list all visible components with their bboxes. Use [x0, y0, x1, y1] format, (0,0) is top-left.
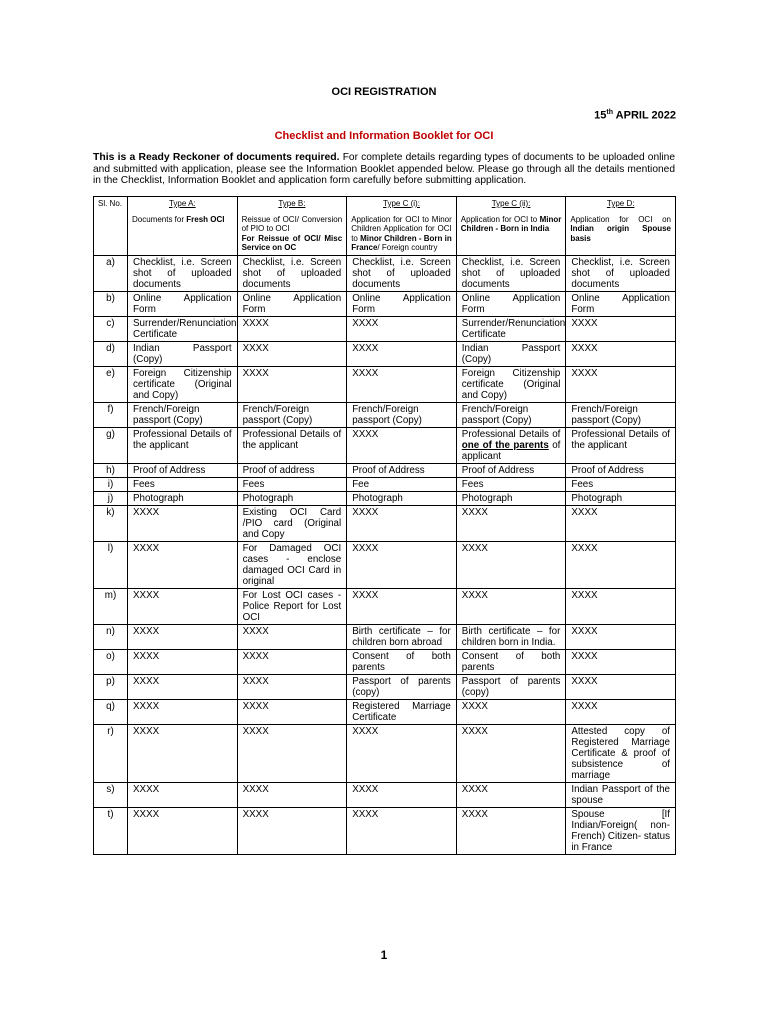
- type-c1-desc-tail: / Foreign country: [377, 243, 438, 253]
- cell-type-d: Indian Passport of the spouse: [566, 782, 676, 807]
- cell-type-a: XXXX: [128, 505, 238, 541]
- table-row: [94, 724, 676, 782]
- type-c1-desc: [351, 215, 452, 253]
- cell-type-c1: XXXX: [347, 724, 457, 782]
- type-d-desc-bold: Indian origin Spouse basis: [570, 224, 671, 243]
- type-c2-desc-bold: Minor Children - Born in India: [460, 214, 562, 234]
- cell-type-c2: French/Foreign passport (Copy): [456, 402, 566, 427]
- cell-type-d: XXXX: [566, 541, 676, 588]
- cell-type-c2: Proof of Address: [456, 463, 566, 477]
- cell-type-a: XXXX: [128, 699, 238, 724]
- cell-type-c1: Fee: [347, 477, 457, 491]
- cell-type-b: French/Foreign passport (Copy): [237, 402, 347, 427]
- table-row: [94, 649, 676, 674]
- row-sl: s): [94, 782, 128, 807]
- cell-type-c1: XXXX: [347, 427, 457, 463]
- header-type-b: [237, 197, 347, 256]
- table-row: [94, 588, 676, 624]
- intro-text: For complete details regarding types of documents to be uploaded online and submitted with application, please see the Information Booklet appended below. Please go through all the details mentioned in the Checklist, Information Booklet and application form carefully before submitting application.: [93, 152, 675, 187]
- table-row: [94, 505, 676, 541]
- cell-type-c2: XXXX: [456, 699, 566, 724]
- date-suffix: th: [606, 109, 614, 116]
- type-b-desc: Reissue of OCI/ Conversion of PIO to OCI: [241, 214, 343, 234]
- row-sl: k): [94, 505, 128, 541]
- cell-type-c2: Photograph: [456, 491, 566, 505]
- table-row: [94, 807, 676, 854]
- row-sl: r): [94, 724, 128, 782]
- table-row: [94, 477, 676, 491]
- type-c1-desc-bold: Minor Children - Born in France: [351, 233, 452, 253]
- cell-type-c2: Birth certificate – for children born in India.: [456, 624, 566, 649]
- row-sl: m): [94, 588, 128, 624]
- cell-type-a: Professional Details of the applicant: [128, 427, 238, 463]
- header-sl-no: [94, 197, 128, 256]
- cell-type-d: XXXX: [566, 366, 676, 402]
- header-type-a: [128, 197, 238, 256]
- cell-type-c2: Checklist, i.e. Screen shot of uploaded documents: [456, 255, 566, 291]
- cell-type-c2: XXXX: [456, 782, 566, 807]
- cell-emphasis: one of the parents: [461, 439, 549, 451]
- intro-bold: This is a Ready Reckoner of documents required.: [93, 152, 340, 163]
- page-subtitle: Checklist and Information Booklet for OCI: [274, 130, 494, 142]
- cell-type-d: French/Foreign passport (Copy): [566, 402, 676, 427]
- type-c2-desc-text: Application for OCI to: [460, 214, 538, 224]
- type-c1-label: Type C (i):: [383, 199, 420, 208]
- row-sl: p): [94, 674, 128, 699]
- cell-type-c1: Photograph: [347, 491, 457, 505]
- cell-type-c1: XXXX: [347, 505, 457, 541]
- cell-type-b: Professional Details of the applicant: [237, 427, 347, 463]
- cell-type-c1: XXXX: [347, 588, 457, 624]
- cell-type-b: XXXX: [237, 316, 347, 341]
- cell-type-c2: XXXX: [456, 724, 566, 782]
- table-row: [94, 402, 676, 427]
- cell-type-b: XXXX: [237, 724, 347, 782]
- cell-type-b: XXXX: [237, 674, 347, 699]
- cell-type-a: XXXX: [128, 674, 238, 699]
- row-sl: d): [94, 341, 128, 366]
- cell-type-a: XXXX: [128, 807, 238, 854]
- row-sl: f): [94, 402, 128, 427]
- document-date: [594, 109, 676, 122]
- cell-type-a: XXXX: [128, 724, 238, 782]
- cell-type-c1: French/Foreign passport (Copy): [347, 402, 457, 427]
- table-row: [94, 491, 676, 505]
- cell-type-b: Existing OCI Card /PIO card (Original and Copy: [237, 505, 347, 541]
- cell-type-c1: Registered Marriage Certificate: [347, 699, 457, 724]
- cell-type-d: Online Application Form: [566, 291, 676, 316]
- cell-type-c1: XXXX: [347, 782, 457, 807]
- cell-type-a: Checklist, i.e. Screen shot of uploaded documents: [128, 255, 238, 291]
- table-row: [94, 699, 676, 724]
- cell-text-tail: of applicant: [461, 439, 561, 462]
- cell-type-d: Attested copy of Registered Marriage Certificate & proof of subsistence of marriage: [566, 724, 676, 782]
- type-b-label: Type B:: [278, 199, 306, 208]
- cell-type-a: Proof of Address: [128, 463, 238, 477]
- cell-type-d: XXXX: [566, 624, 676, 649]
- cell-type-c1: XXXX: [347, 807, 457, 854]
- cell-type-c2: Surrender/Renunciation Certificate: [456, 316, 566, 341]
- header-type-c2: [456, 197, 566, 256]
- cell-type-a: XXXX: [128, 541, 238, 588]
- cell-type-d: XXXX: [566, 341, 676, 366]
- cell-type-d: Checklist, i.e. Screen shot of uploaded documents: [566, 255, 676, 291]
- cell-type-b: Proof of address: [237, 463, 347, 477]
- row-sl: g): [94, 427, 128, 463]
- row-sl: j): [94, 491, 128, 505]
- table-row: [94, 674, 676, 699]
- type-d-desc: [570, 215, 671, 244]
- cell-type-c2: Indian Passport (Copy): [456, 341, 566, 366]
- type-b-desc-bold: For Reissue of OCI/ Misc Service on OC: [241, 233, 343, 253]
- cell-type-c1: XXXX: [347, 316, 457, 341]
- cell-type-c2: Consent of both parents: [456, 649, 566, 674]
- row-sl: i): [94, 477, 128, 491]
- header-type-d: [566, 197, 676, 256]
- cell-type-b: XXXX: [237, 624, 347, 649]
- table-row: [94, 255, 676, 291]
- cell-type-b: XXXX: [237, 782, 347, 807]
- cell-type-a: Fees: [128, 477, 238, 491]
- cell-type-c2: Foreign Citizenship certificate (Original and Copy): [456, 366, 566, 402]
- row-sl: c): [94, 316, 128, 341]
- cell-type-d: Photograph: [566, 491, 676, 505]
- cell-type-c1: Checklist, i.e. Screen shot of uploaded documents: [347, 255, 457, 291]
- cell-type-a: XXXX: [128, 782, 238, 807]
- row-sl: q): [94, 699, 128, 724]
- cell-type-d: Fees: [566, 477, 676, 491]
- date-day: 15: [594, 109, 607, 122]
- sl-no-label: Sl. No.: [98, 199, 123, 208]
- cell-type-b: For Damaged OCI cases - enclose damaged OCI Card in original: [237, 541, 347, 588]
- cell-type-a: XXXX: [128, 624, 238, 649]
- cell-type-d: XXXX: [566, 505, 676, 541]
- table-row: [94, 541, 676, 588]
- table-row: [94, 316, 676, 341]
- cell-type-d: Professional Details of the applicant: [566, 427, 676, 463]
- type-a-desc-text: Documents for: [132, 214, 187, 224]
- cell-type-d: XXXX: [566, 316, 676, 341]
- cell-type-a: XXXX: [128, 649, 238, 674]
- cell-type-c2: XXXX: [456, 807, 566, 854]
- row-sl: n): [94, 624, 128, 649]
- cell-type-a: Online Application Form: [128, 291, 238, 316]
- cell-type-b: Checklist, i.e. Screen shot of uploaded documents: [237, 255, 347, 291]
- type-c1-desc-text: Application for OCI to Minor Children Application for OCI to: [351, 214, 452, 243]
- table-row: [94, 366, 676, 402]
- type-a-label: Type A:: [168, 199, 196, 208]
- checklist-body: [94, 255, 676, 854]
- type-a-desc-bold: Fresh OCI: [186, 214, 225, 224]
- row-sl: e): [94, 366, 128, 402]
- cell-type-c2: XXXX: [456, 505, 566, 541]
- cell-type-c1: Proof of Address: [347, 463, 457, 477]
- cell-type-a: French/Foreign passport (Copy): [128, 402, 238, 427]
- cell-type-c2: Online Application Form: [456, 291, 566, 316]
- type-d-desc-text: Application for OCI on: [570, 214, 671, 224]
- date-rest: APRIL 2022: [613, 109, 676, 122]
- cell-type-b: Fees: [237, 477, 347, 491]
- row-sl: b): [94, 291, 128, 316]
- cell-type-a: Indian Passport (Copy): [128, 341, 238, 366]
- row-sl: a): [94, 255, 128, 291]
- cell-type-c1: Online Application Form: [347, 291, 457, 316]
- row-sl: t): [94, 807, 128, 854]
- cell-type-d: XXXX: [566, 674, 676, 699]
- cell-text: Professional Details of: [461, 428, 561, 440]
- table-row: [94, 427, 676, 463]
- cell-type-b: XXXX: [237, 366, 347, 402]
- cell-type-a: Foreign Citizenship certificate (Original and Copy): [128, 366, 238, 402]
- cell-type-c1: XXXX: [347, 366, 457, 402]
- cell-type-a: XXXX: [128, 588, 238, 624]
- table-row: [94, 291, 676, 316]
- page-title: OCI REGISTRATION: [331, 86, 437, 98]
- row-sl: l): [94, 541, 128, 588]
- cell-type-b: XXXX: [237, 649, 347, 674]
- cell-type-b: Online Application Form: [237, 291, 347, 316]
- cell-type-c1: XXXX: [347, 541, 457, 588]
- page-number: 1: [380, 948, 388, 962]
- cell-type-a: Photograph: [128, 491, 238, 505]
- cell-type-d: Spouse [If Indian/Foreign( non-French) Citizen- status in France: [566, 807, 676, 854]
- cell-type-c2: Fees: [456, 477, 566, 491]
- header-type-c1: [347, 197, 457, 256]
- cell-type-c2: XXXX: [456, 541, 566, 588]
- cell-type-b: XXXX: [237, 699, 347, 724]
- cell-type-d: XXXX: [566, 649, 676, 674]
- cell-type-c2: [456, 427, 566, 463]
- cell-type-c1: Passport of parents (copy): [347, 674, 457, 699]
- cell-type-b: XXXX: [237, 341, 347, 366]
- type-a-desc: [132, 215, 233, 225]
- table-row: [94, 624, 676, 649]
- type-d-label: Type D:: [606, 199, 635, 208]
- cell-type-d: XXXX: [566, 699, 676, 724]
- cell-type-b: XXXX: [237, 807, 347, 854]
- table-row: [94, 463, 676, 477]
- cell-type-c2: Passport of parents (copy): [456, 674, 566, 699]
- table-row: [94, 782, 676, 807]
- row-sl: o): [94, 649, 128, 674]
- cell-type-c2: XXXX: [456, 588, 566, 624]
- type-c2-desc: [461, 215, 562, 234]
- cell-type-b: For Lost OCI cases - Police Report for Lost OCI: [237, 588, 347, 624]
- table-row: [94, 341, 676, 366]
- cell-type-a: Surrender/Renunciation Certificate: [128, 316, 238, 341]
- row-sl: h): [94, 463, 128, 477]
- cell-type-b: Photograph: [237, 491, 347, 505]
- cell-type-d: XXXX: [566, 588, 676, 624]
- checklist-table: [93, 196, 676, 855]
- cell-type-c1: Consent of both parents: [347, 649, 457, 674]
- intro-paragraph: [93, 152, 675, 187]
- cell-type-d: Proof of Address: [566, 463, 676, 477]
- header-row: [94, 197, 676, 256]
- type-c2-label: Type C (ii):: [491, 199, 531, 208]
- cell-type-c1: XXXX: [347, 341, 457, 366]
- cell-type-c1: Birth certificate – for children born abroad: [347, 624, 457, 649]
